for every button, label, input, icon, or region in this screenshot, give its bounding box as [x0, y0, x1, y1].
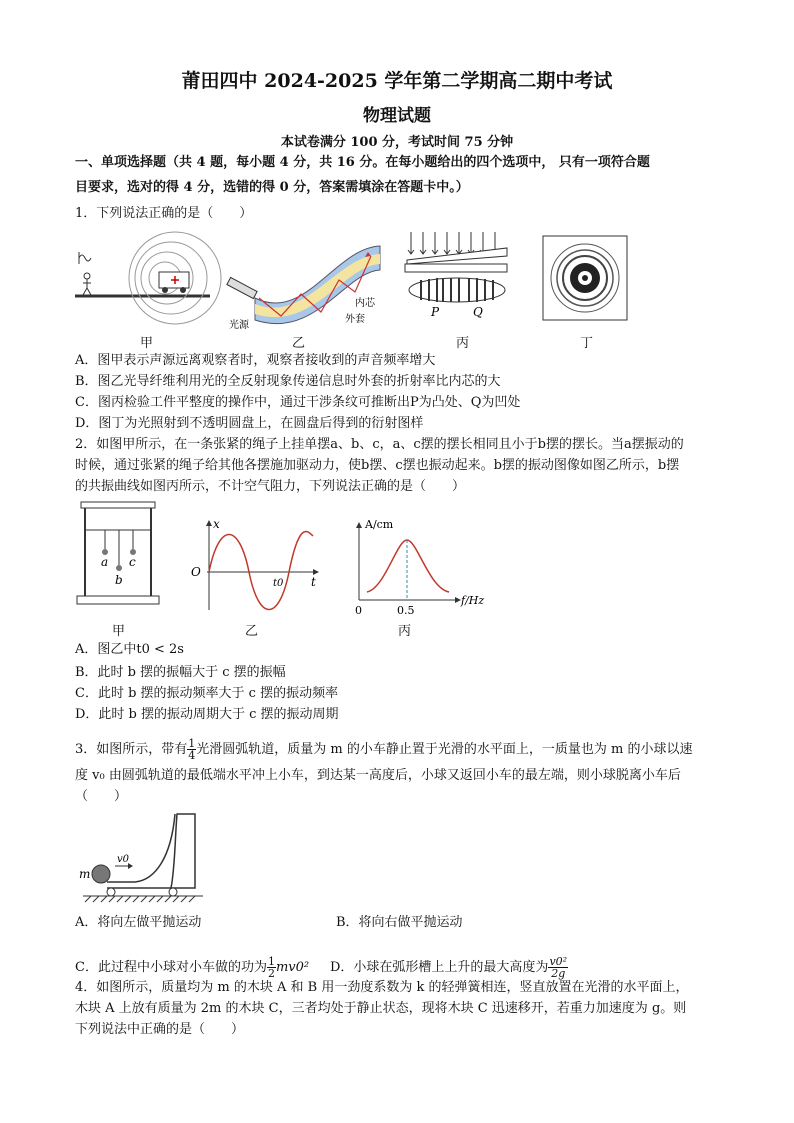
q1-option-d: D．图丁为光照射到不透明圆盘上，在圆盘后得到的衍射图样 — [75, 416, 424, 431]
q1-caption-yi: 乙 — [292, 336, 306, 351]
label-q: Q — [473, 305, 483, 319]
q3-fraction — [187, 738, 196, 761]
q3-stem-part2: 光滑圆弧轨道，质量为 m 的小车静止置于光滑的水平面上，一质量也为 m 的小球以速 — [196, 742, 693, 757]
label-a: a — [101, 555, 109, 569]
q1-caption-bing: 丙 — [456, 336, 470, 351]
label-half: 0.5 — [397, 604, 415, 617]
q3-option-d-num: v0² — [549, 955, 568, 968]
q2-figures — [75, 500, 515, 620]
label-t: t — [311, 575, 316, 589]
q3-stem-line1 — [75, 738, 692, 761]
label-p: P — [431, 305, 440, 319]
label-f-hz: f/Hz — [461, 594, 485, 607]
q3-fraction-num: 1 — [188, 737, 196, 750]
exam-info: 本试卷满分 100 分，考试时间 75 分钟 — [280, 135, 514, 150]
label-zero: 0 — [355, 604, 362, 617]
exam-title: 莆田四中 2024-2025 学年第二学期高二期中考试 — [181, 70, 613, 92]
q1-option-b: B．图乙光导纤维利用光的全反射现象传递信息时外套的折射率比内芯的大 — [75, 374, 501, 389]
q3-option-c-fraction — [267, 956, 276, 979]
q4-line2: 木块 A 上放有质量为 2m 的木块 C，三者均处于静止状态，现将木块 C 迅速移开，若重力加速度为 g。则 — [75, 1001, 687, 1016]
figure-resonance-curve — [355, 518, 484, 617]
q2-caption-yi: 乙 — [245, 624, 259, 639]
q2-caption-bing: 丙 — [398, 624, 412, 639]
q2-option-c: C．此时 b 摆的振动频率大于 c 摆的振动频率 — [75, 686, 339, 701]
q2-option-a: A．图乙中t0 < 2s — [75, 642, 184, 657]
q3-option-c-tail: mv0² — [275, 960, 310, 975]
q3-option-d-den: 2g — [551, 967, 566, 980]
label-inner-core: 内芯 — [355, 298, 375, 309]
label-t0: t0 — [273, 578, 284, 589]
q3-option-d-fraction — [548, 956, 568, 979]
q2-option-b: B．此时 b 摆的振幅大于 c 摆的振幅 — [75, 665, 286, 680]
label-a-cm: A/cm — [365, 518, 394, 531]
figure-xt-graph — [191, 517, 319, 610]
q3-stem-line3: （ ） — [75, 789, 128, 804]
q2-stem-line2: 时候，通过张紧的绳子给其他各摆施加驱动力，使b摆、c摆也振动起来。b摆的振动图像如图乙所示，b摆 — [75, 458, 680, 473]
q1-option-a: A．图甲表示声源远离观察者时，观察者接收到的声音频率增大 — [75, 353, 436, 368]
label-b: b — [115, 573, 123, 587]
q1-caption-ding: 丁 — [580, 336, 594, 351]
q2-stem-line1: 2．如图甲所示，在一条张紧的绳子上挂单摆a、b、c，a、c摆的摆长相同且小于b摆的摆长。当a摆振动的 — [75, 437, 684, 452]
q3-stem-part1: 3．如图所示，带有 — [75, 742, 188, 757]
label-o: O — [191, 565, 201, 579]
q3-stem-line2: 度 v₀ 由圆弧轨道的最低端水平冲上小车，到达某一高度后，小球又返回小车的最左端，则小球脱离小车后 — [75, 768, 681, 783]
q1-stem: 1．下列说法正确的是（ ） — [75, 206, 253, 221]
q2-stem-line3: 的共振曲线如图丙所示，不计空气阻力，下列说法正确的是（ ） — [75, 479, 466, 494]
q3-option-c-text: C．此过程中小球对小车做的功为 — [75, 960, 267, 975]
label-x: x — [213, 517, 220, 531]
figure-pendulums — [77, 502, 159, 604]
figure-diffraction — [543, 236, 627, 320]
q4-line3: 下列说法中正确的是（ ） — [75, 1022, 245, 1037]
q1-figures — [75, 228, 715, 332]
q3-option-d-text: D．小球在弧形槽上上升的最大高度为 — [330, 960, 549, 975]
figure-optical-fiber — [227, 246, 380, 331]
figure-doppler — [75, 232, 221, 324]
q2-caption-jia: 甲 — [112, 624, 126, 639]
q3-option-b: B．将向右做平抛运动 — [336, 915, 463, 930]
q3-option-a: A．将向左做平抛运动 — [75, 915, 202, 930]
q3-option-d — [330, 956, 568, 979]
q3-option-c — [75, 956, 309, 979]
figure-interference — [405, 232, 507, 319]
q3-option-c-num: 1 — [267, 955, 275, 968]
q3-figure — [75, 808, 205, 908]
q2-option-d: D．此时 b 摆的振动周期大于 c 摆的振动周期 — [75, 707, 339, 722]
label-light-source: 光源 — [229, 320, 249, 331]
exam-subtitle: 物理试题 — [363, 106, 431, 126]
q3-fraction-den: 4 — [188, 749, 196, 762]
q4-line1: 4．如图所示，质量均为 m 的木块 A 和 B 用一劲度系数为 k 的轻弹簧相连，竖直放置在光滑的水平面上， — [75, 980, 689, 995]
label-m: m — [79, 867, 91, 881]
label-outer-cladding: 外套 — [345, 314, 365, 325]
q1-option-c: C．图丙检验工件平整度的操作中，通过干涉条纹可推断出P为凸处、Q为凹处 — [75, 395, 521, 410]
label-v0: v0 — [117, 854, 130, 865]
section1-heading-line1: 一、单项选择题（共 4 题，每小题 4 分，共 16 分。在每小题给出的四个选项中， 只有一项符合题 — [75, 155, 650, 170]
q3-option-c-den: 2 — [267, 967, 275, 980]
label-c: c — [129, 555, 136, 569]
section1-heading-line2: 目要求，选对的得 4 分，选错的得 0 分，答案需填涂在答题卡中。） — [75, 180, 469, 195]
q1-caption-jia: 甲 — [140, 336, 154, 351]
